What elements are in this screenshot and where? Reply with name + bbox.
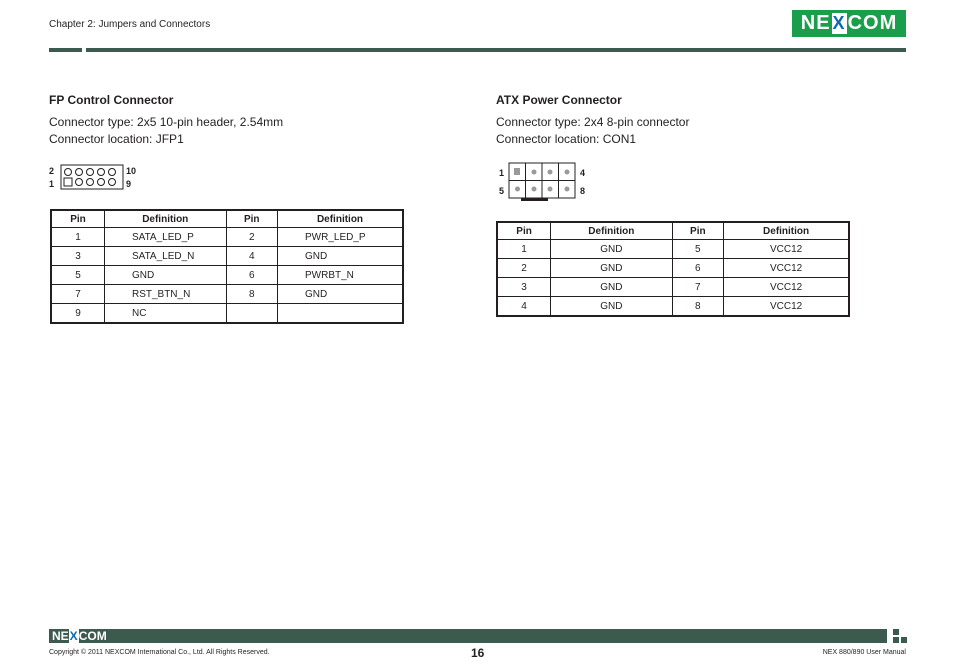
definition-cell: GND — [278, 247, 404, 266]
table-header-row — [497, 222, 849, 240]
pin-cell: 5 — [51, 266, 104, 285]
pin-cell: 2 — [226, 228, 277, 247]
pin-cell: 6 — [226, 266, 277, 285]
col-header: Definition — [724, 222, 849, 240]
header-rule-left — [49, 48, 82, 52]
table-row — [51, 228, 403, 247]
fp-location: Connector location: JFP1 — [49, 132, 184, 146]
pin-cell: 5 — [672, 240, 724, 259]
pin-cell: 3 — [497, 278, 551, 297]
pin-cell: 7 — [51, 285, 104, 304]
definition-cell: GND — [278, 285, 404, 304]
manual-title: NEX 880/890 User Manual — [822, 649, 906, 656]
atx-connector-diagram — [508, 162, 576, 202]
footer-logo: NEXCOM — [52, 629, 107, 643]
definition-cell: GND — [551, 278, 672, 297]
atx-label-br: 8 — [580, 186, 586, 196]
atx-label-bl: 5 — [499, 186, 505, 196]
definition-cell: PWR_LED_P — [278, 228, 404, 247]
definition-cell: VCC12 — [724, 240, 849, 259]
table-row — [497, 297, 849, 317]
fp-title: FP Control Connector — [49, 93, 174, 107]
fp-connector-diagram — [60, 164, 124, 190]
header-rule — [86, 48, 906, 52]
col-header: Definition — [278, 210, 404, 228]
table-row — [497, 240, 849, 259]
definition-cell: GND — [104, 266, 226, 285]
definition-cell: GND — [551, 297, 672, 317]
col-header: Pin — [497, 222, 551, 240]
chapter-title: Chapter 2: Jumpers and Connectors — [49, 19, 211, 30]
table-row — [51, 247, 403, 266]
pin-cell: 1 — [51, 228, 104, 247]
pin-cell: 4 — [497, 297, 551, 317]
definition-cell: RST_BTN_N — [104, 285, 226, 304]
fp-label-br: 9 — [126, 179, 132, 189]
col-header: Pin — [226, 210, 277, 228]
pin-cell: 8 — [672, 297, 724, 317]
col-header: Pin — [51, 210, 104, 228]
atx-title: ATX Power Connector — [496, 93, 622, 107]
table-row — [51, 304, 403, 324]
table-row — [51, 285, 403, 304]
fp-label-tr: 10 — [126, 166, 137, 176]
fp-label-tl: 2 — [49, 166, 55, 176]
table-row — [497, 278, 849, 297]
footer-square — [901, 637, 907, 643]
pin-cell: 6 — [672, 259, 724, 278]
definition-cell: NC — [104, 304, 226, 324]
atx-location: Connector location: CON1 — [496, 132, 637, 146]
col-header: Definition — [551, 222, 672, 240]
pin-cell: 9 — [51, 304, 104, 324]
footer-bar — [49, 629, 887, 643]
fp-pin-table — [50, 209, 404, 324]
definition-cell: SATA_LED_P — [104, 228, 226, 247]
atx-type: Connector type: 2x4 8-pin connector — [496, 115, 690, 129]
col-header: Definition — [104, 210, 226, 228]
fp-label-bl: 1 — [49, 179, 55, 189]
definition-cell — [278, 304, 404, 324]
copyright-text: Copyright © 2011 NEXCOM International Co., Ltd. All Rights Reserved. — [49, 649, 270, 656]
pin-cell: 2 — [497, 259, 551, 278]
definition-cell: VCC12 — [724, 297, 849, 317]
atx-pin-table — [496, 221, 850, 317]
pin-cell — [226, 304, 277, 324]
page-number: 16 — [471, 646, 485, 660]
pin-cell: 8 — [226, 285, 277, 304]
pin-cell: 1 — [497, 240, 551, 259]
fp-type: Connector type: 2x5 10-pin header, 2.54mm — [49, 115, 284, 129]
footer-square — [893, 629, 899, 635]
pin-cell: 4 — [226, 247, 277, 266]
definition-cell: PWRBT_N — [278, 266, 404, 285]
table-row — [497, 259, 849, 278]
definition-cell: GND — [551, 259, 672, 278]
definition-cell: SATA_LED_N — [104, 247, 226, 266]
atx-label-tl: 1 — [499, 168, 505, 178]
col-header: Pin — [672, 222, 724, 240]
atx-label-tr: 4 — [580, 168, 586, 178]
table-row — [51, 266, 403, 285]
definition-cell: GND — [551, 240, 672, 259]
pin-cell: 7 — [672, 278, 724, 297]
table-header-row — [51, 210, 403, 228]
pin-cell: 3 — [51, 247, 104, 266]
nexcom-logo: NE X COM — [792, 10, 906, 37]
footer-square — [893, 637, 899, 643]
definition-cell: VCC12 — [724, 259, 849, 278]
definition-cell: VCC12 — [724, 278, 849, 297]
